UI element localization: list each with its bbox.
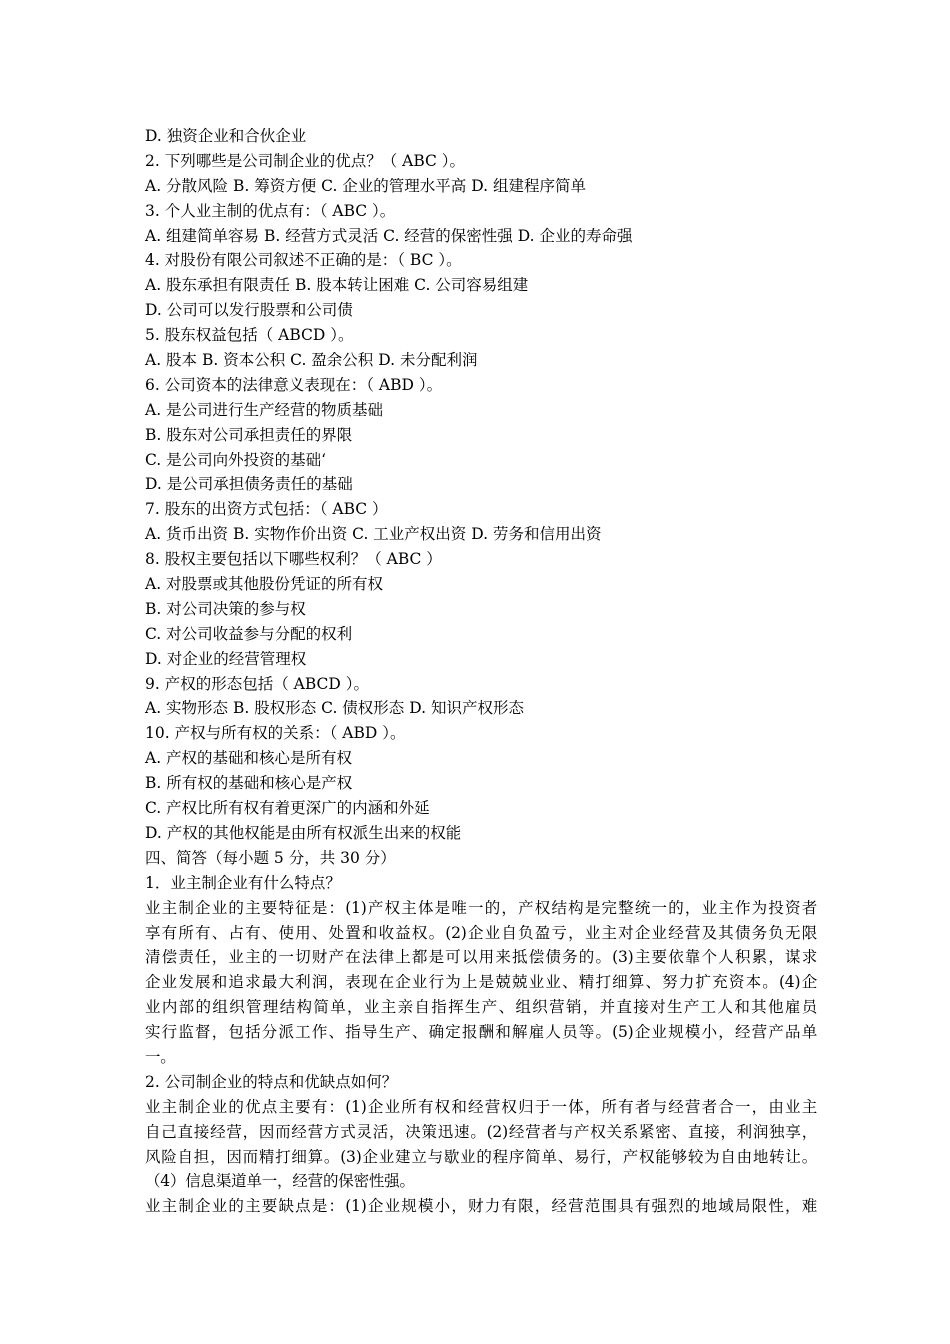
text-line: 3. 个人业主制的优点有：（ ABC ）。 <box>145 201 396 220</box>
paragraph-line: 业主制企业的主要缺点是：(1)企业规模小，财力有限，经营范围具有强烈的地域局限性，难 <box>145 1197 817 1216</box>
paragraph-line: 业内部的组织管理结构简单，业主亲自指挥生产、组织营销，并直接对生产工人和其他雇员 <box>145 998 817 1017</box>
text-line: A. 实物形态 B. 股权形态 C. 债权形态 D. 知识产权形态 <box>145 699 524 718</box>
choice-questions <box>145 124 817 896</box>
text-line: 7. 股东的出资方式包括：（ ABC ） <box>145 500 388 519</box>
paragraph-line: 业主制企业的优点主要有：(1)企业所有权和经营权归于一体，所有者与经营者合一，由业主 <box>145 1097 817 1116</box>
section-heading: 四、简答（每小题 5 分，共 30 分） <box>145 848 396 867</box>
text-line: 8. 股权主要包括以下哪些权利？（ ABC ） <box>145 550 442 569</box>
paragraph-line: 实行监督，包括分派工作、指导生产、确定报酬和解雇人员等。(5)企业规模小，经营产品单 <box>145 1023 817 1042</box>
text-line: D. 对企业的经营管理权 <box>145 649 307 668</box>
text-line: D. 公司可以发行股票和公司债 <box>145 301 353 320</box>
text-line: A. 股东承担有限责任 B. 股本转让困难 C. 公司容易组建 <box>145 276 529 295</box>
text-line: A. 对股票或其他股份凭证的所有权 <box>145 575 384 594</box>
text-line: A. 货币出资 B. 实物作价出资 C. 工业产权出资 D. 劳务和信用出资 <box>145 525 602 544</box>
paragraph-line: 业主制企业的主要特征是：(1)产权主体是唯一的，产权结构是完整统一的，业主作为投资者 <box>145 898 817 917</box>
text-line: 2. 下列哪些是公司制企业的优点？（ ABC ）。 <box>145 151 466 170</box>
text-line: C. 产权比所有权有着更深广的内涵和外延 <box>145 799 430 818</box>
question-heading: 1．业主制企业有什么特点？ <box>145 873 341 892</box>
text-line: 10. 产权与所有权的关系：（ ABD ）。 <box>145 724 406 743</box>
text-line: C. 是公司向外投资的基础‘ <box>145 450 327 469</box>
text-line: 9. 产权的形态包括（ ABCD ）。 <box>145 674 369 693</box>
text-line: D. 是公司承担债务责任的基础 <box>145 475 353 494</box>
text-line: 5. 股东权益包括（ ABCD ）。 <box>145 326 354 345</box>
text-line: A. 产权的基础和核心是所有权 <box>145 749 353 768</box>
text-line: D. 产权的其他权能是由所有权派生出来的权能 <box>145 823 462 842</box>
answer-paragraph-1 <box>145 896 817 1070</box>
text-line: 6. 公司资本的法律意义表现在：（ ABD ）。 <box>145 375 443 394</box>
text-line: C. 对公司收益参与分配的权利 <box>145 624 353 643</box>
text-line: A. 组建简单容易 B. 经营方式灵活 C. 经营的保密性强 D. 企业的寿命强 <box>145 226 633 245</box>
text-line: A. 股本 B. 资本公积 C. 盈余公积 D. 未分配利润 <box>145 351 478 370</box>
paragraph-line: 企业发展和追求最大利润，表现在企业行为上是兢兢业业、精打细算、努力扩充资本。(4)企 <box>145 973 817 992</box>
text-line: B. 股东对公司承担责任的界限 <box>145 425 353 444</box>
answer-paragraph-2 <box>145 1095 817 1195</box>
document-page <box>145 124 817 1219</box>
paragraph-line: 风险自担，因而精打细算。(3)企业建立与歇业的程序简单、易行，产权能够较为自由地转让。 <box>145 1147 817 1166</box>
text-line: A. 分散风险 B. 筹资方便 C. 企业的管理水平高 D. 组建程序简单 <box>145 176 586 195</box>
text-line: 4. 对股份有限公司叙述不正确的是：（ BC ）。 <box>145 251 462 270</box>
text-line: D. 独资企业和合伙企业 <box>145 127 307 145</box>
question-heading: 2. 公司制企业的特点和优缺点如何？ <box>145 1072 398 1091</box>
text-line: A. 是公司进行生产经营的物质基础 <box>145 400 384 419</box>
paragraph-line: 享有所有、占有、使用、处置和收益权。(2)企业自负盈亏，业主对企业经营及其债务负无限 <box>145 923 817 942</box>
paragraph-line: 一。 <box>145 1047 176 1066</box>
answer-paragraph-3 <box>145 1194 817 1219</box>
paragraph-line: 自己直接经营，因而经营方式灵活，决策迅速。(2)经营者与产权关系紧密、直接，利润独享， <box>145 1122 817 1141</box>
text-line: B. 对公司决策的参与权 <box>145 599 306 618</box>
text-line: B. 所有权的基础和核心是产权 <box>145 774 353 793</box>
paragraph-line: 清偿责任，业主的一切财产在法律上都是可以用来抵偿债务的。(3)主要依靠个人积累，谋求 <box>145 948 817 967</box>
paragraph-line: （4）信息渠道单一，经营的保密性强。 <box>145 1172 415 1191</box>
